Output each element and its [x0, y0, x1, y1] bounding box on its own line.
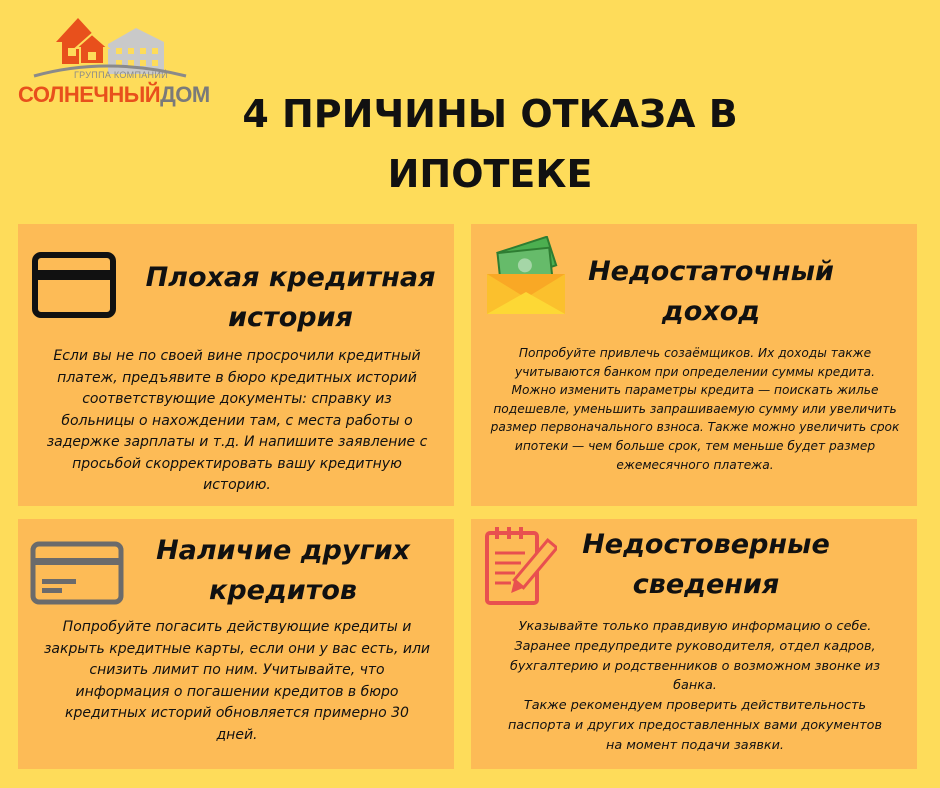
card-body-line: подешевле, уменьшить запрашиваемую сумму или увеличить [493, 401, 897, 416]
card-heading-line-1: Плохая кредитная [145, 262, 436, 293]
card-body-line: паспорта и других предоставленных вами документов [507, 717, 883, 733]
card-other-loans [18, 519, 454, 769]
card-body-line: Указывайте только правдивую информацию о себе. [518, 619, 872, 634]
card-body-line: на момент подачи заявки. [605, 737, 784, 753]
title-line-2: ИПОТЕКЕ [387, 152, 593, 196]
card-heading-line-2: доход [661, 296, 761, 327]
card-heading-line-2: кредитов [209, 575, 357, 606]
credit-card-outline-icon [30, 541, 124, 605]
card-body-line: задержке зарплаты и т.д. И напишите заявление с [46, 434, 428, 450]
notepad-pencil-icon [481, 523, 557, 607]
money-envelope-icon [483, 236, 573, 316]
card-heading [123, 258, 458, 338]
title-line-1: 4 ПРИЧИНЫ ОТКАЗА В [242, 92, 738, 136]
card-body-line: историю. [203, 477, 271, 493]
logo-brand-part1: СОЛНЕЧНЫЙ [18, 82, 161, 107]
logo-tagline: ГРУППА КОМПАНИЙ [74, 70, 168, 80]
card-body-line: информация о погашении кредитов в бюро [75, 683, 399, 700]
card-bad-credit-history [18, 224, 454, 506]
card-heading-line-2: история [228, 302, 353, 333]
card-body-line: Если вы не по своей вине просрочили кредитный [53, 348, 421, 364]
card-body-line: закрыть кредитные карты, если они у вас есть, или [43, 640, 431, 657]
card-body [32, 617, 442, 747]
card-body [32, 346, 442, 497]
logo-brand-part2: ДОМ [160, 82, 210, 107]
card-body-line: больницы о нахождении там, с места работы о [61, 412, 413, 429]
card-heading-line-1: Недостаточный [588, 256, 834, 287]
card-body-line: банка. [673, 678, 717, 694]
card-body [485, 344, 905, 474]
card-body-line: платеж, предъявите в бюро кредитных историй [57, 369, 417, 386]
card-body-line: Попробуйте привлечь созаёмщиков. Их доходы также [518, 346, 872, 360]
card-body-line: просьбой скорректировать вашу кредитную [72, 455, 402, 472]
credit-card-icon [32, 252, 116, 318]
card-heading [566, 252, 856, 332]
card-body-line: Также рекомендуем проверить действительность [523, 698, 867, 714]
card-body-line: ипотеки — чем больше срок, тем меньше будет размер [514, 438, 876, 453]
card-heading [556, 525, 856, 605]
card-body [485, 617, 905, 756]
card-heading-line-1: Недостоверные [582, 529, 830, 560]
card-body-line: соответствующие документы: справку из [82, 391, 392, 407]
card-insufficient-income [471, 224, 917, 506]
card-body-line: снизить лимит по ним. Учитывайте, что [89, 662, 385, 679]
card-body-line: Попробуйте погасить действующие кредиты и [62, 619, 412, 635]
page-title [180, 84, 800, 204]
card-body-line: ежемесячного платежа. [616, 457, 774, 472]
card-body-line: учитываются банком при определении суммы кредита. [514, 364, 876, 379]
card-body-line: кредитных историй обновляется примерно 30 [65, 705, 409, 722]
card-heading-line-1: Наличие других [156, 535, 410, 566]
card-body-line: размер первоначального взноса. Также можно увеличить срок [490, 420, 900, 435]
card-body-line: бухгалтерию и родственников о возможном звонке из [509, 658, 881, 674]
company-logo [16, 14, 210, 107]
card-body-line: Заранее предупредите руководителя, отдел кадров, [514, 638, 876, 654]
card-heading [133, 531, 433, 611]
card-false-information [471, 519, 917, 769]
card-body-line: дней. [216, 726, 258, 743]
card-body-line: Можно изменить параметры кредита — поискать жилье [511, 383, 879, 398]
card-heading-line-2: сведения [632, 569, 780, 600]
